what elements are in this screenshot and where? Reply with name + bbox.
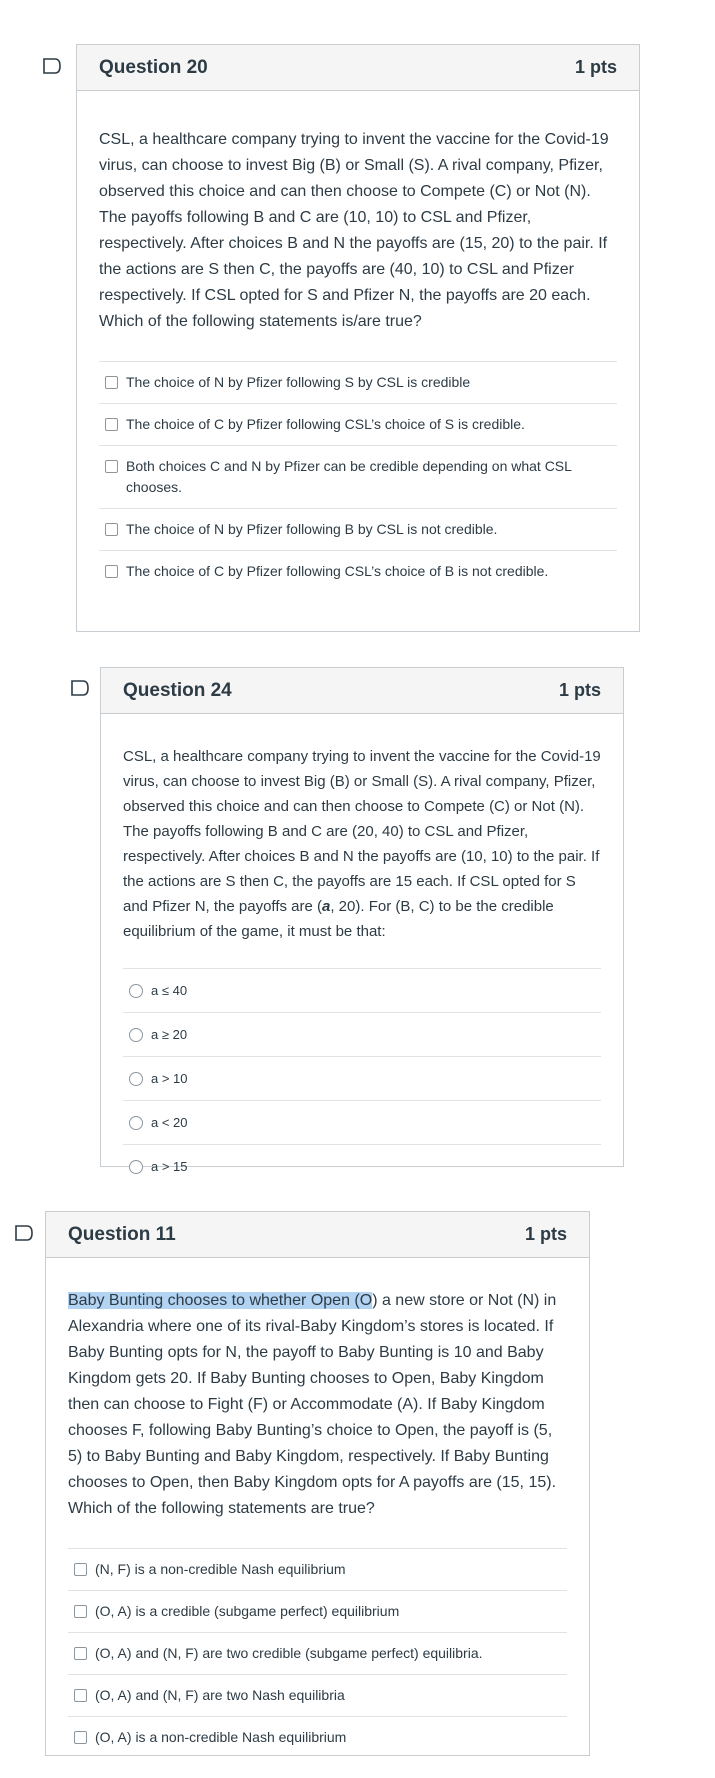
checkbox-icon[interactable] <box>74 1605 87 1618</box>
answer-option[interactable] <box>99 404 617 446</box>
answer-label: The choice of N by Pfizer following B by CSL is not credible. <box>126 521 498 537</box>
question-title: Question 24 <box>123 679 232 701</box>
question-points: 1 pts <box>574 57 617 77</box>
answer-label: (O, A) is a credible (subgame perfect) equilibrium <box>95 1603 400 1619</box>
answer-option[interactable] <box>123 1013 601 1057</box>
answer-label: a > 10 <box>151 1071 188 1086</box>
answer-option[interactable] <box>123 1057 601 1101</box>
question-card-20 <box>76 44 640 632</box>
question-text <box>123 744 601 944</box>
question-body <box>101 714 623 1208</box>
answer-list <box>123 968 601 1188</box>
checkbox-icon[interactable] <box>105 418 118 431</box>
answer-label: a > 15 <box>151 1159 188 1174</box>
flag-question-icon[interactable] <box>70 678 90 698</box>
question-points: 1 pts <box>524 1224 567 1244</box>
flag-question-icon[interactable] <box>14 1223 34 1243</box>
radio-icon[interactable] <box>129 1160 143 1174</box>
question-text-part: CSL, a healthcare company trying to invent the vaccine for the Covid-19 virus, can choose to invest Big (B) or Small (S). A rival company, Pfizer, observed this choice and can then choose to Compete (C) or Not (N). The payoffs following B and C are (20, 40) to CSL and Pfizer, respectively. After choices B and N the payoffs are (10, 10) to the pair. If the actions are S then C, the payoffs are 15 each. If CSL opted for S and Pfizer N, the payoffs are ( <box>123 748 601 915</box>
answer-label: (N, F) is a non-credible Nash equilibrium <box>95 1561 346 1577</box>
answer-label: a < 20 <box>151 1115 188 1130</box>
answer-label: The choice of C by Pfizer following CSL’s choice of B is not credible. <box>126 563 549 579</box>
answer-label: Both choices C and N by Pfizer can be credible depending on what CSL chooses. <box>126 458 572 495</box>
question-header <box>46 1212 589 1258</box>
answer-option[interactable] <box>68 1591 567 1633</box>
checkbox-icon[interactable] <box>74 1647 87 1660</box>
answer-option[interactable] <box>123 1145 601 1188</box>
question-title: Question 11 <box>68 1223 176 1245</box>
question-text-variable: a <box>322 898 331 915</box>
answer-label: a ≤ 40 <box>151 983 188 998</box>
answer-option[interactable] <box>99 551 617 592</box>
checkbox-icon[interactable] <box>105 523 118 536</box>
question-text-part: ) a new store or Not (N) in Alexandria where one of its rival-Baby Kingdom’s stores is located. If Baby Bunting opts for N, the payoff to Baby Bunting is 10 and Baby Kingdom gets 20. If Baby Bunting chooses to Open, Baby Kingdom then can choose to Fight (F) or Accommodate (A). If Baby Kingdom chooses F, following Baby Bunting’s choice to Open, the payoff is (5, 5) to Baby Bunting and Baby Kingdom, respectively. If Baby Bunting chooses to Open, then Baby Kingdom opts for A payoffs are (15, 15). Which of the following statements are true? <box>68 1292 557 1517</box>
answer-option[interactable] <box>68 1717 567 1758</box>
question-text <box>68 1288 567 1522</box>
question-text: CSL, a healthcare company trying to invent the vaccine for the Covid-19 virus, can choose to invest Big (B) or Small (S). A rival company, Pfizer, observed this choice and can then choose to Compete (C) or Not (N). The payoffs following B and C are (10, 10) to CSL and Pfizer, respectively. After choices B and N the payoffs are (15, 20) to the pair. If the actions are S then C, the payoffs are (40, 10) to CSL and Pfizer respectively. If CSL opted for S and Pfizer N, the payoffs are 20 each. Which of the following statements is/are true? <box>99 131 609 330</box>
question-header <box>77 45 639 91</box>
answer-option[interactable] <box>123 1101 601 1145</box>
radio-icon[interactable] <box>129 1028 143 1042</box>
answer-list <box>68 1548 567 1758</box>
answer-label: (O, A) and (N, F) are two credible (subgame perfect) equilibria. <box>95 1645 483 1661</box>
question-card-24 <box>100 667 624 1174</box>
answer-label: The choice of N by Pfizer following S by CSL is credible <box>126 374 471 390</box>
question-header <box>101 668 623 714</box>
checkbox-icon[interactable] <box>74 1689 87 1702</box>
answer-list <box>99 361 617 592</box>
question-points: 1 pts <box>558 680 601 700</box>
answer-option[interactable] <box>68 1549 567 1591</box>
question-text-part: , 20). For (B, C) to be the credible equilibrium of the game, it must be that: <box>123 898 554 940</box>
checkbox-icon[interactable] <box>105 565 118 578</box>
checkbox-icon[interactable] <box>105 460 118 473</box>
checkbox-icon[interactable] <box>74 1731 87 1744</box>
question-title: Question 20 <box>99 56 208 78</box>
flag-question-icon[interactable] <box>42 56 62 76</box>
answer-option[interactable] <box>99 509 617 551</box>
answer-option[interactable] <box>68 1675 567 1717</box>
answer-option[interactable] <box>123 969 601 1013</box>
answer-label: (O, A) and (N, F) are two Nash equilibria <box>95 1687 345 1703</box>
answer-label: The choice of C by Pfizer following CSL’s choice of S is credible. <box>126 416 525 432</box>
question-body <box>46 1258 589 1778</box>
question-body <box>77 91 639 612</box>
answer-option[interactable] <box>99 446 617 509</box>
answer-option[interactable] <box>68 1633 567 1675</box>
question-card-11 <box>45 1211 590 1756</box>
answer-option[interactable] <box>99 362 617 404</box>
answer-label: a ≥ 20 <box>151 1027 188 1042</box>
checkbox-icon[interactable] <box>105 376 118 389</box>
radio-icon[interactable] <box>129 1116 143 1130</box>
radio-icon[interactable] <box>129 984 143 998</box>
highlighted-text: Baby Bunting chooses to whether Open (O <box>68 1292 373 1309</box>
radio-icon[interactable] <box>129 1072 143 1086</box>
checkbox-icon[interactable] <box>74 1563 87 1576</box>
answer-label: (O, A) is a non-credible Nash equilibrium <box>95 1729 347 1745</box>
